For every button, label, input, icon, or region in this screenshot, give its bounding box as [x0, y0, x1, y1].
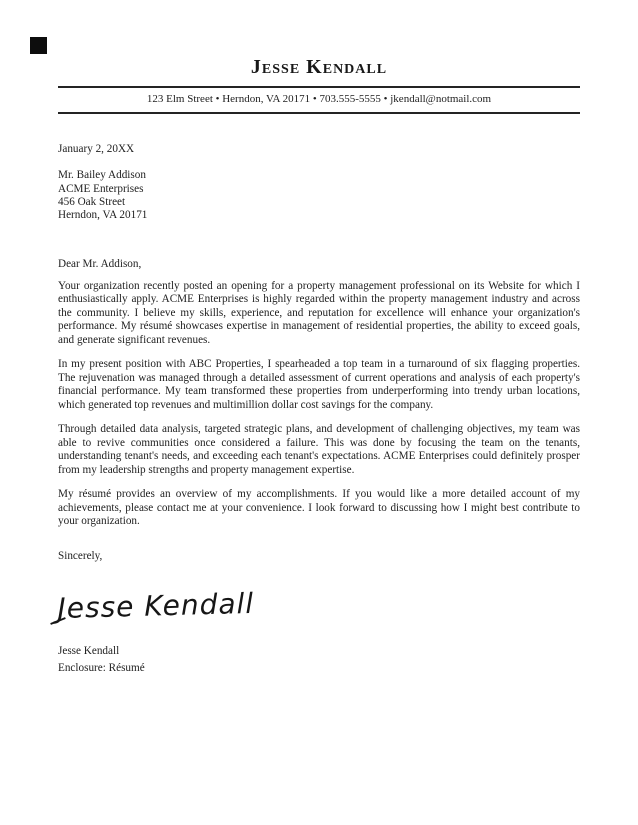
handwritten-signature: Jesse Kendall [57, 586, 255, 626]
recipient-address [58, 169, 580, 222]
letterhead-rules [58, 86, 580, 114]
recipient-city: Herndon, VA 20171 [58, 209, 148, 222]
paragraph-1: Your organization recently posted an opening for a property management professional on its Website for which I enthusiastically apply. ACME Enterprises is highly regarded within the property management industry and across the community. I believe my skills, experience, and reputation for excellence will enhance your organization's performance. My résumé showcases expertise in management of residential properties, the ability to exceed goals, and generate significant revenues. [58, 279, 580, 346]
recipient-name: Mr. Bailey Addison [58, 169, 146, 182]
salutation: Dear Mr. Addison, [58, 258, 142, 271]
letter-body [58, 143, 580, 676]
enclosure-note: Enclosure: Résumé [58, 662, 145, 675]
closing: Sincerely, [58, 549, 103, 562]
paragraph-3: Through detailed data analysis, targeted strategic plans, and development of challenging objectives, my team was able to revive communities once considered a failure. This was done by focusing the team on the tenants, understanding tenant's needs, and exceeding each tenant's expectations. ACME Enterprises could definitely prosper from my leadership strengths and property management expertise. [58, 423, 580, 476]
letterhead-name: Jesse Kendall [250, 56, 388, 78]
signature-block [57, 586, 580, 626]
letter-date: January 2, 20XX [58, 143, 135, 155]
recipient-street: 456 Oak Street [58, 195, 126, 208]
typed-name: Jesse Kendall [58, 645, 120, 658]
letterhead [58, 57, 580, 114]
letterhead-contact: 123 Elm Street • Herndon, VA 20171 • 703.555-5555 • jkendall@notmail.com [146, 93, 492, 105]
paragraph-4: My résumé provides an overview of my accomplishments. If you would like a more detailed account of my achievements, please contact me at your convenience. I look forward to discussing how I might best contribute to your organization. [58, 488, 580, 528]
recipient-company: ACME Enterprises [58, 182, 144, 195]
paragraph-2: In my present position with ABC Properties, I spearheaded a top team in a turnaround of six flagging properties. The rejuvenation was managed through a detailed assessment of current operations and analysis of each property's financial performance. My team transformed these properties from underperforming into trendy urban locations, which generated top revenues and multimillion dollar cost savings for the company. [58, 358, 580, 411]
corner-mark [30, 37, 47, 54]
